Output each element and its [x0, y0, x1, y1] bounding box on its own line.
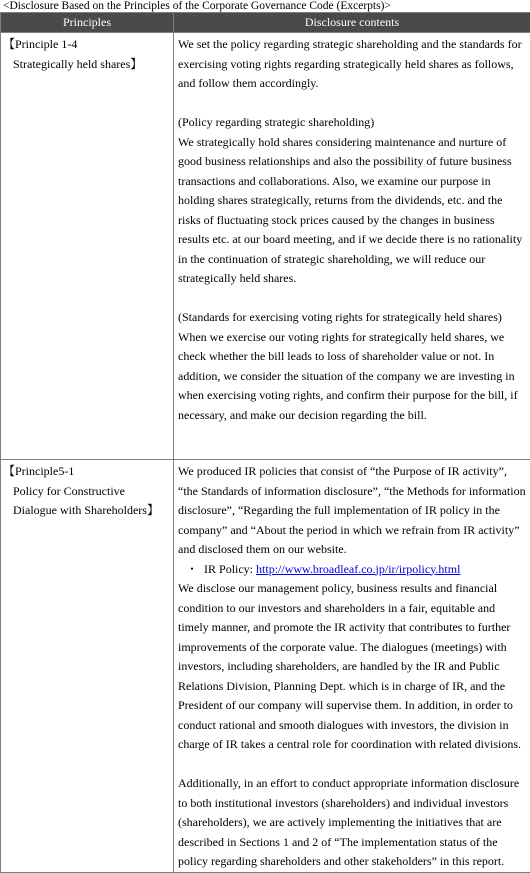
governance-disclosure-table: [0, 12, 530, 873]
document-caption: <Disclosure Based on the Principles of the Corporate Governance Code (Excerpts)>: [0, 0, 530, 12]
disclosure-subheading: (Policy regarding strategic shareholding): [178, 113, 526, 133]
paragraph-gap: [178, 289, 526, 309]
paragraph-gap: [178, 755, 526, 775]
paragraph-gap: [178, 94, 526, 114]
principle-title: 【Principle 1-4: [3, 35, 169, 55]
disclosure-paragraph: We disclose our management policy, business results and financial condition to our investors and shareholders in a fair, equitable and timely manner, and promote the IR activity that contributes to further improvements of the corporate value. The dialogues (meetings) with investors, including shareholders, are handled by the IR and Public Relations Division, Planning Dept. which is in charge of IR, and the President of our company will supervise them. In addition, in order to conduct rational and smooth dialogues with investors, the division in charge of IR takes a central role for coordination with related divisions.: [178, 579, 526, 755]
table-header-row: [1, 13, 530, 33]
principle-cell: [1, 460, 174, 873]
disclosure-subheading: (Standards for exercising voting rights for strategically held shares): [178, 308, 526, 328]
disclosure-paragraph: Additionally, in an effort to conduct appropriate information disclosure to both institutional investors (shareholders) and individual investors (shareholders), we are actively implementing the initiatives that are described in Sections 1 and 2 of “The implementation status of the policy regarding shareholders and other stakeholders” in this report.: [178, 774, 526, 872]
disclosure-cell: [174, 460, 530, 873]
header-principles: Principles: [1, 13, 174, 33]
principle-title: 【Principle5-1: [3, 462, 169, 482]
disclosure-paragraph: We set the policy regarding strategic shareholding and the standards for exercising voting rights regarding strategically held shares as follows, and follow them accordingly.: [178, 35, 526, 94]
disclosure-cell: [174, 33, 530, 460]
bullet-icon: ・: [186, 562, 198, 576]
header-disclosure-contents: Disclosure contents: [174, 13, 530, 33]
principle-subtitle: Policy for Constructive: [3, 482, 169, 502]
disclosure-paragraph: We strategically hold shares considering maintenance and nurture of good business relationships and also the possibility of future business transactions and collaborations. Also, we examine our purpose in holding shares strategically, returns from the dividends, etc. and the risks of fluctuating stock prices caused by the changes in business results etc. at our board meeting, and if we decide there is no rationality in the continuation of strategic shareholding, we will reduce our strategically held shares.: [178, 133, 526, 289]
principle-subtitle: Strategically held shares】: [3, 55, 169, 75]
ir-policy-label: IR Policy:: [204, 562, 256, 576]
table-row: [1, 33, 530, 460]
principle-subtitle: Dialogue with Shareholders】: [3, 501, 169, 521]
table-row: [1, 460, 530, 873]
principle-cell: [1, 33, 174, 460]
ir-policy-line: [178, 560, 526, 580]
ir-policy-link[interactable]: http://www.broadleaf.co.jp/ir/irpolicy.html: [256, 562, 460, 576]
disclosure-paragraph: When we exercise our voting rights for strategically held shares, we check whether the bill leads to loss of shareholder value or not. In addition, we consider the situation of the company we are investing in when exercising voting rights, and confirm their purpose for the bill, if necessary, and make our decision regarding the bill.: [178, 328, 526, 426]
disclosure-paragraph: We produced IR policies that consist of “the Purpose of IR activity”, “the Standards of information disclosure”, “the Methods for information disclosure”, “Regarding the full implementation of IR policy in the company” and “About the period in which we refrain from IR activity” and disclosed them on our website.: [178, 462, 526, 560]
